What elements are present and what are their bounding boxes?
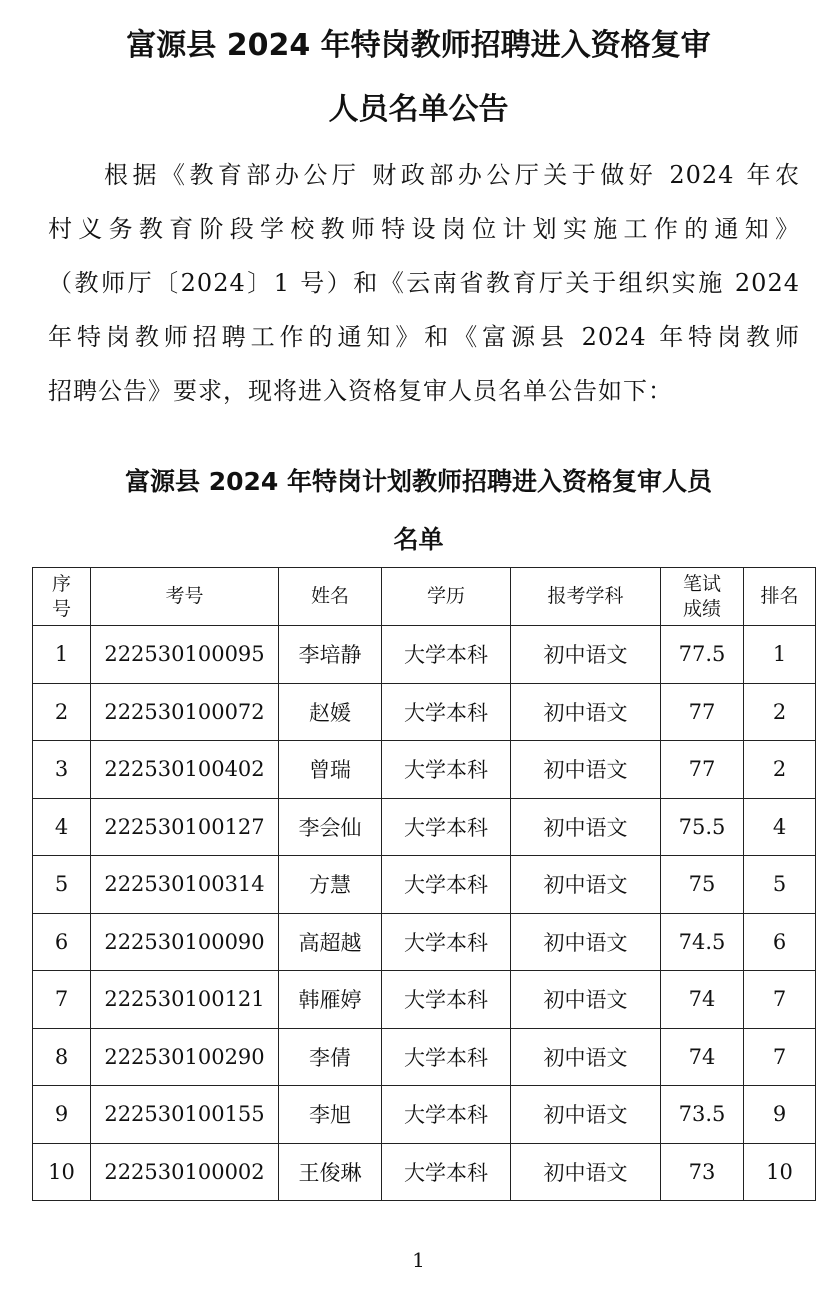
cell-score: 74: [661, 1028, 744, 1086]
cell-name: 李培静: [279, 626, 382, 684]
cell-name: 李旭: [279, 1086, 382, 1144]
cell-exam-number: 222530100002: [91, 1143, 279, 1201]
cell-index: 1: [33, 626, 91, 684]
table-row: [33, 683, 816, 741]
cell-subject: 初中语文: [511, 798, 661, 856]
page-number: 1: [412, 1248, 425, 1272]
cell-name: 赵媛: [279, 683, 382, 741]
table-title-line2: 名单: [393, 525, 444, 554]
cell-exam-number: 222530100095: [91, 626, 279, 684]
cell-name: 李会仙: [279, 798, 382, 856]
table-row: [33, 626, 816, 684]
cell-education: 大学本科: [382, 856, 511, 914]
header-exam-number: 考号: [91, 568, 279, 626]
cell-education: 大学本科: [382, 741, 511, 799]
cell-index: 5: [33, 856, 91, 914]
cell-education: 大学本科: [382, 798, 511, 856]
candidate-table: [32, 567, 816, 1201]
cell-rank: 5: [744, 856, 816, 914]
cell-score: 75.5: [661, 798, 744, 856]
cell-rank: 7: [744, 1028, 816, 1086]
cell-exam-number: 222530100127: [91, 798, 279, 856]
cell-rank: 7: [744, 971, 816, 1029]
intro-paragraph: [48, 148, 800, 418]
cell-exam-number: 222530100402: [91, 741, 279, 799]
header-education: 学历: [382, 568, 511, 626]
header-subject: 报考学科: [511, 568, 661, 626]
header-rank: 排名: [744, 568, 816, 626]
table-title-line1: 富源县 2024 年特岗计划教师招聘进入资格复审人员: [125, 467, 712, 496]
cell-index: 2: [33, 683, 91, 741]
cell-education: 大学本科: [382, 683, 511, 741]
cell-score: 77: [661, 741, 744, 799]
cell-score: 73.5: [661, 1086, 744, 1144]
cell-rank: 6: [744, 913, 816, 971]
cell-score: 75: [661, 856, 744, 914]
table-row: [33, 971, 816, 1029]
cell-index: 3: [33, 741, 91, 799]
cell-subject: 初中语文: [511, 741, 661, 799]
cell-name: 李倩: [279, 1028, 382, 1086]
cell-name: 方慧: [279, 856, 382, 914]
cell-index: 10: [33, 1143, 91, 1201]
table-row: [33, 1028, 816, 1086]
table-row: [33, 1143, 816, 1201]
cell-rank: 2: [744, 683, 816, 741]
cell-exam-number: 222530100121: [91, 971, 279, 1029]
paragraph-line: 村义务教育阶段学校教师特设岗位计划实施工作的通知》: [48, 215, 800, 243]
cell-index: 4: [33, 798, 91, 856]
cell-rank: 1: [744, 626, 816, 684]
cell-subject: 初中语文: [511, 1086, 661, 1144]
cell-score: 77: [661, 683, 744, 741]
cell-education: 大学本科: [382, 1028, 511, 1086]
table-row: [33, 798, 816, 856]
cell-name: 曾瑞: [279, 741, 382, 799]
cell-subject: 初中语文: [511, 1143, 661, 1201]
cell-exam-number: 222530100314: [91, 856, 279, 914]
table-row: [33, 1086, 816, 1144]
cell-subject: 初中语文: [511, 1028, 661, 1086]
paragraph-line: 招聘公告》要求，现将进入资格复审人员名单公告如下：: [48, 377, 673, 405]
table-header-row: [33, 568, 816, 626]
paragraph-line: 年特岗教师招聘工作的通知》和《富源县 2024 年特岗教师: [48, 323, 800, 351]
cell-education: 大学本科: [382, 913, 511, 971]
cell-subject: 初中语文: [511, 626, 661, 684]
cell-exam-number: 222530100155: [91, 1086, 279, 1144]
cell-exam-number: 222530100290: [91, 1028, 279, 1086]
cell-index: 7: [33, 971, 91, 1029]
cell-index: 8: [33, 1028, 91, 1086]
paragraph-line: （教师厅〔2024〕1 号）和《云南省教育厅关于组织实施 2024: [48, 269, 800, 297]
cell-education: 大学本科: [382, 1086, 511, 1144]
page-title-line1: 富源县 2024 年特岗教师招聘进入资格复审: [126, 28, 711, 63]
cell-rank: 10: [744, 1143, 816, 1201]
cell-subject: 初中语文: [511, 683, 661, 741]
cell-rank: 4: [744, 798, 816, 856]
table-row: [33, 856, 816, 914]
cell-rank: 9: [744, 1086, 816, 1144]
cell-index: 9: [33, 1086, 91, 1144]
cell-subject: 初中语文: [511, 856, 661, 914]
cell-name: 高超越: [279, 913, 382, 971]
cell-score: 77.5: [661, 626, 744, 684]
cell-education: 大学本科: [382, 971, 511, 1029]
cell-subject: 初中语文: [511, 913, 661, 971]
table-row: [33, 913, 816, 971]
cell-subject: 初中语文: [511, 971, 661, 1029]
cell-score: 73: [661, 1143, 744, 1201]
cell-name: 韩雁婷: [279, 971, 382, 1029]
header-index: 序号: [33, 568, 91, 626]
cell-education: 大学本科: [382, 1143, 511, 1201]
cell-exam-number: 222530100072: [91, 683, 279, 741]
cell-index: 6: [33, 913, 91, 971]
header-score: 笔试成绩: [661, 568, 744, 626]
cell-score: 74: [661, 971, 744, 1029]
page-title-line2: 人员名单公告: [328, 92, 509, 127]
header-name: 姓名: [279, 568, 382, 626]
cell-exam-number: 222530100090: [91, 913, 279, 971]
cell-education: 大学本科: [382, 626, 511, 684]
cell-score: 74.5: [661, 913, 744, 971]
paragraph-line: 根据《教育部办公厅 财政部办公厅关于做好 2024 年农: [104, 161, 800, 189]
table-row: [33, 741, 816, 799]
cell-rank: 2: [744, 741, 816, 799]
cell-name: 王俊琳: [279, 1143, 382, 1201]
